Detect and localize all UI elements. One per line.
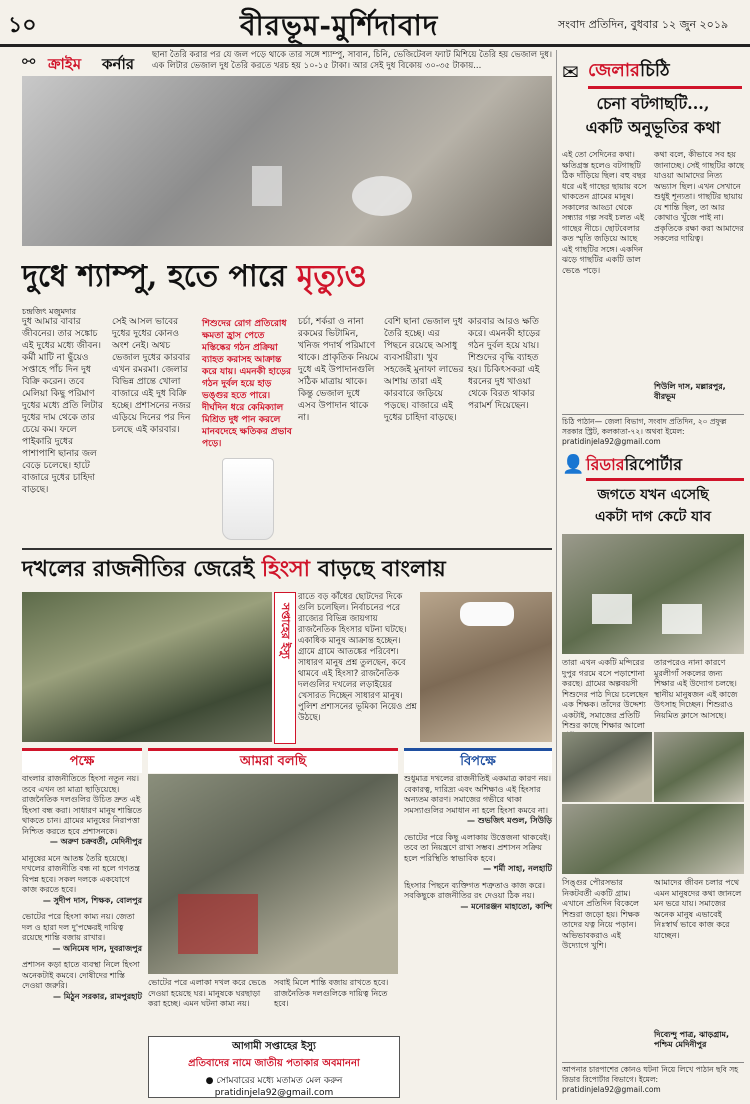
callout-text: শিশুদের রোগ প্রতিরোধ ক্ষমতা হ্রাস পেতে মস্তিষ্কের গঠন প্রক্রিয়া ব্যাহত করাসহ আক্রান্ত করে যায়। এমনকী হাড়ের গঠন দুর্বল হয়ে হাড় ভঙ্গুর হতে পারে। দীর্ঘদিন ধরে কেমিক্যাল মিশ্রিত দুধ পান করলে মানবদেহে ক্ষতিকর প্রভাব পড়ে। <box>202 319 292 449</box>
broken-furniture-shape <box>178 894 258 954</box>
reader-reporter-body-lower-right: আমাদের জীবন চলার পথে এমন মানুষদের কথা জানলে মন ভরে যায়। সমাজের অনেক মানুষ এভাবেই নিঃস্বার্থ ভাবে কাজ করে যাচ্ছেন। <box>654 878 742 940</box>
district-letter-body-left: এই তো সেদিনের কথা। ক্ষতিগ্রস্ত হলেও বটগাছটি ঠিক দাঁড়িয়ে ছিল। বহু বছর ধরে এই গাছের ছায়ায় বসে থাকতেন গ্রামের মানুষ। সকালের আড্ডা থেকে সন্ধ্যার গল্প সবই চলত এই গাছের নীচে। ছোটবেলার কত স্মৃতি জড়িয়ে আছে এই গাছটির সঙ্গে। একদিন ঝড়ে গাছটির একটি ডাল ভেঙে পড়ে। <box>562 150 647 275</box>
next-week-title: প্রতিবাদের নামে জাতীয় পতাকার অবমাননা <box>188 1058 360 1069</box>
for-label: পক্ষে <box>69 754 95 769</box>
for-text-3: ভোটের পরে হিংসা কাম্য নয়। জেতা দল ও হারা দল দু'পক্ষেরই দায়িত্ব রয়েছে শান্তি বজায় রাখার। <box>22 912 135 942</box>
district-letter-header <box>562 56 744 90</box>
against-header <box>404 748 552 773</box>
main-headline <box>22 255 562 303</box>
milk-packets-photo <box>22 76 552 246</box>
center-text-1: ভোটের পরে এলাকা দখল করে ভেঙে দেওয়া হয়েছে ঘর। মানুষকে ঘরছাড়া করা হচ্ছে। এমন ঘটনা কাম্য নয়। <box>148 978 267 1008</box>
politics-headline-part-c: বাড়ছে বাংলায় <box>310 556 446 582</box>
teacher-photo <box>562 732 652 802</box>
reader-reporter-title-2: একটা দাগ কেটে যাব <box>595 509 711 525</box>
page-number: ১০ <box>8 13 37 38</box>
crime-corner-banner <box>22 52 552 74</box>
next-week-label: আগামী সপ্তাহের ইস্যু <box>232 1041 316 1052</box>
for-signature-4: — মিঠুন সরকার, রামপুরহাট <box>52 991 142 1001</box>
district-letter-label-suffix: চিঠি <box>639 60 670 81</box>
for-text-1: বাংলার রাজনীতিতে হিংসা নতুন নয়। তবে এখন তা মাত্রা ছাড়িয়েছে। রাজনৈতিক দলগুলির উচিত দ্রুত এই হিংসা বন্ধ করা। সাধারণ মানুষ শান্তিতে থাকতে চান। গ্রামের মানুষের নিরাপত্তা নিশ্চিত করতে হবে প্রশাসনকে। <box>22 774 142 836</box>
district-letter-label-prefix: জেলার <box>588 60 640 81</box>
against-text-3: হিংসার পিছনে ব্যক্তিগত শত্রুতাও কাজ করে। সবকিছুকে রাজনীতির রং দেওয়া ঠিক নয়। <box>404 880 545 900</box>
story-col-3: চর্চা, শর্করা ও নানা রকমের ভিটামিন, খনিজ পদার্থ পরিমাণে থাকে। প্রাকৃতিক নিয়মে দুধে এই উপাদানগুলি সঠিক মাত্রায় থাকে। কিন্তু ভেজাল দুধে এসব উপাদান থাকে না। <box>298 317 379 423</box>
divider <box>22 548 552 550</box>
reader-reporter-footer: আপনার চারপাশের কোনও ঘটনা নিয়ে লিখে পাঠান ছবি সহ রিডার রিপোর্টার বিভাগে। ইমেল: pratidinjela92@gmail.com <box>562 1062 744 1101</box>
paper-shape <box>662 604 702 634</box>
for-signature-3: — অনিমেষ দাস, দুবরাজপুর <box>52 943 142 953</box>
against-column <box>404 774 552 1094</box>
reader-reporter-header <box>562 452 744 480</box>
broken-house-photo <box>148 774 398 974</box>
politics-column: রাতে বড় কাঁধের ছোটদের দিকে গুলি চলেছিল। নির্বাচনের পরে রাজ্যের বিভিন্ন জায়গায় রাজনৈতিক হিংসার ঘটনা ঘটছে। একাধিক মানুষ আক্রান্ত হচ্ছেন। গ্রামে গ্রামে আতঙ্কের পরিবেশ। সাধারণ মানুষ প্রশ্ন তুলছেন, কবে থামবে এই হিংসা? রাজনৈতিক দলগুলির দখলের লড়াইয়ের খেসারত দিচ্ছেন সাধারণ মানুষ। পুলিশ প্রশাসনের ভূমিকা নিয়েও প্রশ্ন উঠছে। <box>298 592 417 723</box>
issue-side-label: সপ্তাহের ইস্যু <box>279 603 292 659</box>
reader-reporter-label-box <box>586 452 744 481</box>
for-signature-2: — সুদীপ দাস, শিক্ষক, বোলপুর <box>42 895 142 905</box>
glass-shape <box>252 166 282 206</box>
for-text-2: মানুষের মনে আতঙ্ক তৈরি হয়েছে। দখলের রাজনীতি বন্ধ না হলে গণতন্ত্র বিপন্ন হবে। সকল দলকে একযোগে কাজ করতে হবে। <box>22 853 140 894</box>
center-label: আমরা বলছি <box>239 754 307 769</box>
center-header <box>148 748 398 773</box>
district-letter-contact: চিঠি পাঠান— জেলা বিভাগ, সংবাদ প্রতিদিন, ২০ প্রফুল্ল সরকার স্ট্রিট, কলকাতা-৭২। অথবা ইমেল: pratidinjela92@gmail.com <box>562 414 744 451</box>
for-header <box>22 748 142 773</box>
injured-man-photo <box>420 592 552 742</box>
for-signature-1: — অরুণ চক্রবর্তী, মেদিনীপুর <box>49 837 142 846</box>
reader-reporter-body-right: তারপরেও নানা কারণে মুরলীগাঁ সকলের জন্য শিক্ষার এই উদ্যোগ চলছে। স্থানীয় মানুষজন এই কাজে উৎসাহ দিচ্ছেন। শিশুরাও নিয়মিত ক্লাসে আসছে। <box>654 658 738 720</box>
district-letter-body-right: কথা বলে, কীভাবে সব হয় জানাচ্ছে। সেই গাছটির কাছে যাওয়া আমাদের নিত্য অভ্যাস ছিল। এখন সেখানে শুধুই শূন্যতা। গাছটির ছায়ায় যে শান্তি ছিল, তা আর কোথাও খুঁজে পাই না। প্রকৃতিকে রক্ষা করা আমাদের সকলের দায়িত্ব। <box>654 150 744 243</box>
paper-shape <box>592 594 632 624</box>
column-divider <box>556 50 557 1100</box>
next-week-box <box>148 1036 400 1098</box>
story-col-5: কারবার আরও ক্ষতি করে। এমনকী হাড়ের গঠন দুর্বল হয়ে যায়। শিশুদের বৃদ্ধি ব্যাহত হয়। চিকিৎসকরা এই ধরনের দুধ খাওয়া থেকে বিরত থাকার পরামর্শ দিয়েছেন। <box>468 317 541 411</box>
against-text-1: শুধুমাত্র দখলের রাজনীতিই একমাত্র কারণ নয়। বেকারত্ব, দারিদ্র্য এবং অশিক্ষাও এই হিংসার অন্যতম কারণ। সমাজের গভীরে থাকা সমস্যাগুলির সমাধান না হলে হিংসা কমবে না। <box>404 774 551 815</box>
district-letter-signature: শিউলি দাস, মল্লারপুর, বীরভূম <box>654 382 726 401</box>
byline: চন্দ্রজিৎ মজুমদার <box>22 307 77 316</box>
crime-label-suffix: কর্নার <box>102 55 135 73</box>
milk-glass-icon <box>222 458 274 540</box>
against-signature-1: — শুভজিৎ মণ্ডল, সিউড়ি <box>467 816 552 825</box>
reader-reporter-label-suffix: রিপোর্টার <box>624 455 683 474</box>
district-letter-label-box <box>588 56 742 89</box>
for-text-4: প্রশাসন কড়া হাতে ব্যবস্থা নিলে হিংসা অনেকটাই কমবে। দোষীদের শাস্তি দেওয়া জরুরি। <box>22 960 140 990</box>
center-text-2: সবাই মিলে শান্তি বজায় রাখতে হবে। রাজনৈতিক দলগুলিকে দায়িত্ব নিতে হবে। <box>274 978 389 1008</box>
against-signature-3: — মনোরঞ্জন মাহাতো, কান্দি <box>460 901 552 911</box>
outdoor-class-photo <box>562 804 744 874</box>
against-text-2: ভোটের পরে কিছু এলাকায় উত্তেজনা থাকবেই। তবে তা নিয়ন্ত্রণে রাখা সম্ভব। প্রশাসন সক্রিয় হলে পরিস্থিতি স্বাভাবিক হবে। <box>404 832 551 863</box>
callout-box <box>202 318 294 548</box>
envelope-icon: ✉ <box>562 60 579 84</box>
politics-headline <box>22 552 552 588</box>
main-headline-part-a: দুধে শ্যাম্পু, হতে পারে <box>22 259 297 294</box>
issue-side-label-box <box>274 592 296 744</box>
section-title: বীরভূম-মুর্শিদাবাদ <box>240 9 439 42</box>
bowl-shape <box>352 176 412 216</box>
classroom-photo <box>654 732 744 802</box>
for-column <box>22 774 142 1094</box>
next-week-email[interactable]: pratidinjela92@gmail.com <box>214 1088 334 1098</box>
dateline: সংবাদ প্রতিদিন, বুধবার ১২ জুন ২০১৯ <box>558 18 729 31</box>
reader-reporter-title-1: জগতে যখন এসেছি <box>597 487 709 503</box>
against-signature-2: — শর্মী সাহা, নলহাটি <box>483 864 552 873</box>
bandage-shape <box>460 602 514 626</box>
reporter-icon: 👤 <box>562 454 585 475</box>
next-week-subtitle: ● সোমবারের মধ্যে মতামত মেল করুন <box>205 1076 343 1086</box>
district-letter-title-2: একটি অনুভূতির কথা <box>585 118 721 137</box>
reader-reporter-label-prefix: রিডার <box>586 455 625 474</box>
children-class-photo <box>562 534 744 654</box>
main-headline-part-b: মৃত্যুও <box>296 259 367 294</box>
against-label: বিপক্ষে <box>460 754 496 769</box>
page-header <box>0 0 750 47</box>
reader-reporter-body-left: তারা এখন একটি মন্দিরের দুপুর গরমে বসে পড়াশোনা করছে। গ্রামের অল্পবয়সী শিশুদের পাঠ দিয়ে চলেছেন এক শিক্ষক। তাঁদের উদ্দেশ্য একটাই, সমাজের প্রতিটি শিশুর কাছে শিক্ষার আলো <box>562 658 649 730</box>
crime-intro: ছানা তৈরি করার পর যে জল পড়ে থাকে তার সঙ্গে শ্যাম্পু, সাবান, চিনি, ভেজিটেবল ফ্যাট মিশিয়ে তৈরি হয় ভেজাল দুধ। এক লিটার ভেজাল দুধ তৈরি করতে খরচ হয় ১০-১৫ টাকা। আর সেই দুধ বিকোয় ৩০-৩৫ টাকায়... <box>152 50 553 71</box>
district-letter-title-1: চেনা বটগাছটি..., <box>596 94 710 113</box>
story-col-1: দুধ আমার বাবার জীবনের। তার সঙ্কোচ এই দুধের মধ্যে জীবন। কর্মী মাটি না ছুঁয়েও সপ্তাহে পাঁচ দিন দুধ বিক্রি করেন। তবে মেলিয়া কিছু পরিমাণ দুধের মধ্যে প্রতি লিটার দুধের দাম থেকে তার চেয়ে কম। ফলে পাইকারি দুধের পাশাপাশি ছানার জল বেড়ে চলেছে। হাটে বাজারে দুধের চাহিদা বাড়ছে। <box>22 317 103 495</box>
handcuffs-icon: ⚯ <box>22 52 36 71</box>
politics-headline-part-a: দখলের রাজনীতির জেরেই <box>22 556 262 582</box>
story-col-2: সেই আসল ভাবের দুধের দুধের কোনও অংশ নেই। অথচ ভেজাল দুধের কারবার এখন রমরমা। জেলার বিভিন্ন প্রান্তে খোলা বাজারে এই দুধ বিক্রি হচ্ছে। প্রশাসনের নজর এড়িয়ে দিনের পর দিন চলছে এই কারবার। <box>112 317 191 435</box>
crime-label-prefix: ক্রাইম <box>48 55 82 73</box>
politics-headline-part-b: হিংসা <box>261 556 311 582</box>
reader-reporter-body-lower-left: সিঙ্গুর পৌরসভার নিকটবর্তী একটি গ্রাম। এখানে প্রতিদিন বিকেলে শিশুরা জড়ো হয়। শিক্ষক তাদের যত্ন নিয়ে পড়ান। অভিভাবকরাও এই উদ্যোগে খুশি। <box>562 878 640 950</box>
group-men-photo <box>22 592 272 742</box>
reader-reporter-signature: দিব্যেন্দু পাত্র, ঝাড়গ্রাম, পশ্চিম মেদিনীপুর <box>654 1030 730 1049</box>
story-col-4: বেশি ছানা ভেজাল দুধ তৈরি হচ্ছে। এর পিছনে রয়েছে অসাধু ব্যবসায়ীরা। খুব সহজেই মুনাফা লাভের আশায় তারা এই কারবারে জড়িয়ে পড়ছে। বাজারে এই দুধের চাহিদা বাড়ছে। <box>384 317 464 423</box>
